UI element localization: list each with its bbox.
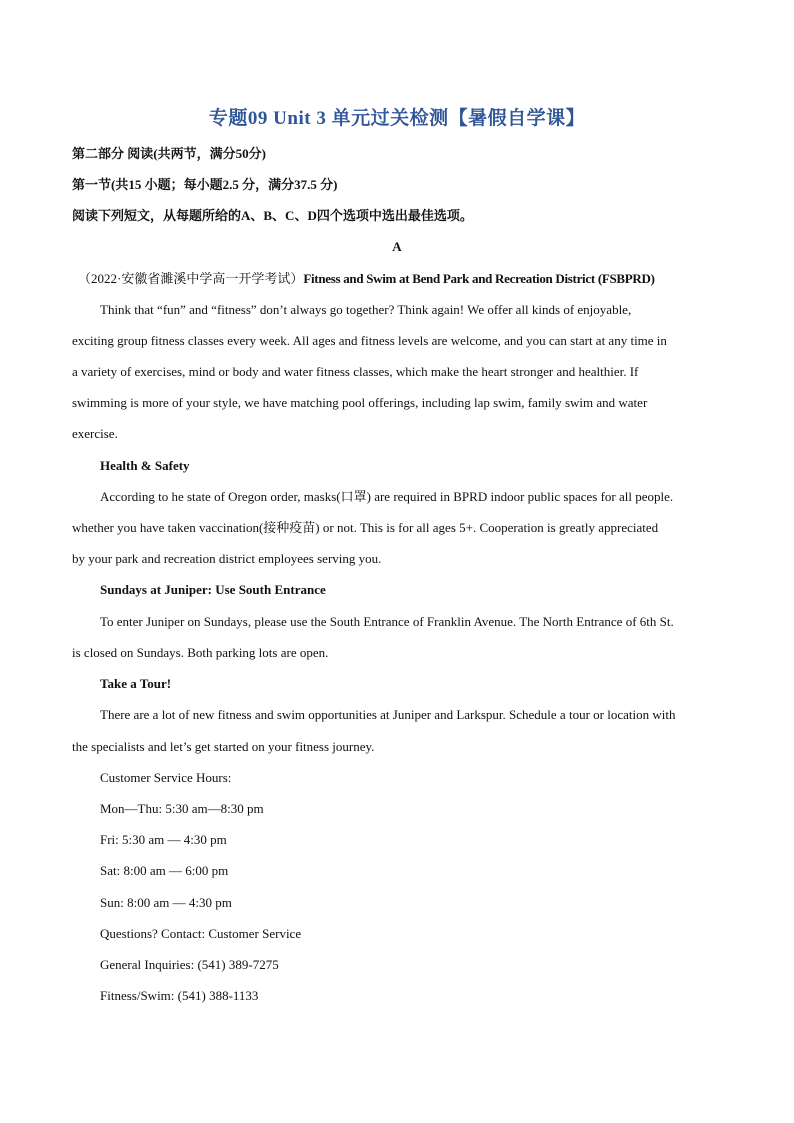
tour-line: There are a lot of new fitness and swim opportunities at Juniper and Larkspur. Schedule a tour or location with bbox=[100, 707, 676, 722]
intro-line: Think that “fun” and “fitness” don’t always go together? Think again! We offer all kinds of enjoyable, bbox=[100, 302, 632, 317]
intro-line: a variety of exercises, mind or body and water fitness classes, which make the heart stronger and healthier. If bbox=[72, 364, 639, 379]
sundays-line: is closed on Sundays. Both parking lots are open. bbox=[72, 645, 329, 660]
passage-label: A bbox=[392, 239, 402, 254]
tour-heading: Take a Tour! bbox=[100, 676, 172, 691]
sundays-heading: Sundays at Juniper: Use South Entrance bbox=[100, 582, 326, 597]
contact-line: General Inquiries: (541) 389-7275 bbox=[100, 957, 279, 972]
hours-line: Sun: 8:00 am — 4:30 pm bbox=[100, 895, 232, 910]
health-line: According to he state of Oregon order, masks(口罩) are required in BPRD indoor public spaces for all people. bbox=[100, 489, 674, 504]
health-line: whether you have taken vaccination(接种疫苗) or not. This is for all ages 5+. Cooperation is greatly appreciated bbox=[72, 520, 659, 535]
contact-line: Fitness/Swim: (541) 388-1133 bbox=[100, 988, 259, 1003]
health-line: by your park and recreation district employees serving you. bbox=[72, 551, 382, 566]
section-instruction: 第一节(共15 小题；每小题2.5 分，满分37.5 分) bbox=[72, 177, 338, 192]
directions: 阅读下列短文，从每题所给的A、B、C、D四个选项中选出最佳选项。 bbox=[72, 208, 473, 223]
hours-line: Sat: 8:00 am — 6:00 pm bbox=[100, 863, 229, 878]
hours-title: Customer Service Hours: bbox=[100, 770, 232, 785]
part-instruction: 第二部分 阅读(共两节，满分50分) bbox=[72, 146, 266, 161]
intro-line: exciting group fitness classes every week. All ages and fitness levels are welcome, and you can start at any time in bbox=[72, 333, 667, 348]
hours-line: Fri: 5:30 am — 4:30 pm bbox=[100, 832, 227, 847]
health-heading: Health & Safety bbox=[100, 458, 190, 473]
passage-heading: Fitness and Swim at Bend Park and Recreation District (FSBPRD) bbox=[303, 271, 655, 286]
tour-line: the specialists and let’s get started on your fitness journey. bbox=[72, 739, 375, 754]
intro-line: swimming is more of your style, we have matching pool offerings, including lap swim, family swim and water bbox=[72, 395, 648, 410]
passage-source: （2022·安徽省濉溪中学高一开学考试） bbox=[78, 271, 304, 286]
contact-title: Questions? Contact: Customer Service bbox=[100, 926, 302, 941]
page-title: 专题09 Unit 3 单元过关检测【暑假自学课】 bbox=[208, 108, 586, 129]
passage-source-line bbox=[78, 268, 722, 287]
sundays-line: To enter Juniper on Sundays, please use the South Entrance of Franklin Avenue. The North Entrance of 6th St. bbox=[100, 614, 674, 629]
hours-line: Mon—Thu: 5:30 am—8:30 pm bbox=[100, 801, 264, 816]
intro-line: exercise. bbox=[72, 426, 118, 441]
